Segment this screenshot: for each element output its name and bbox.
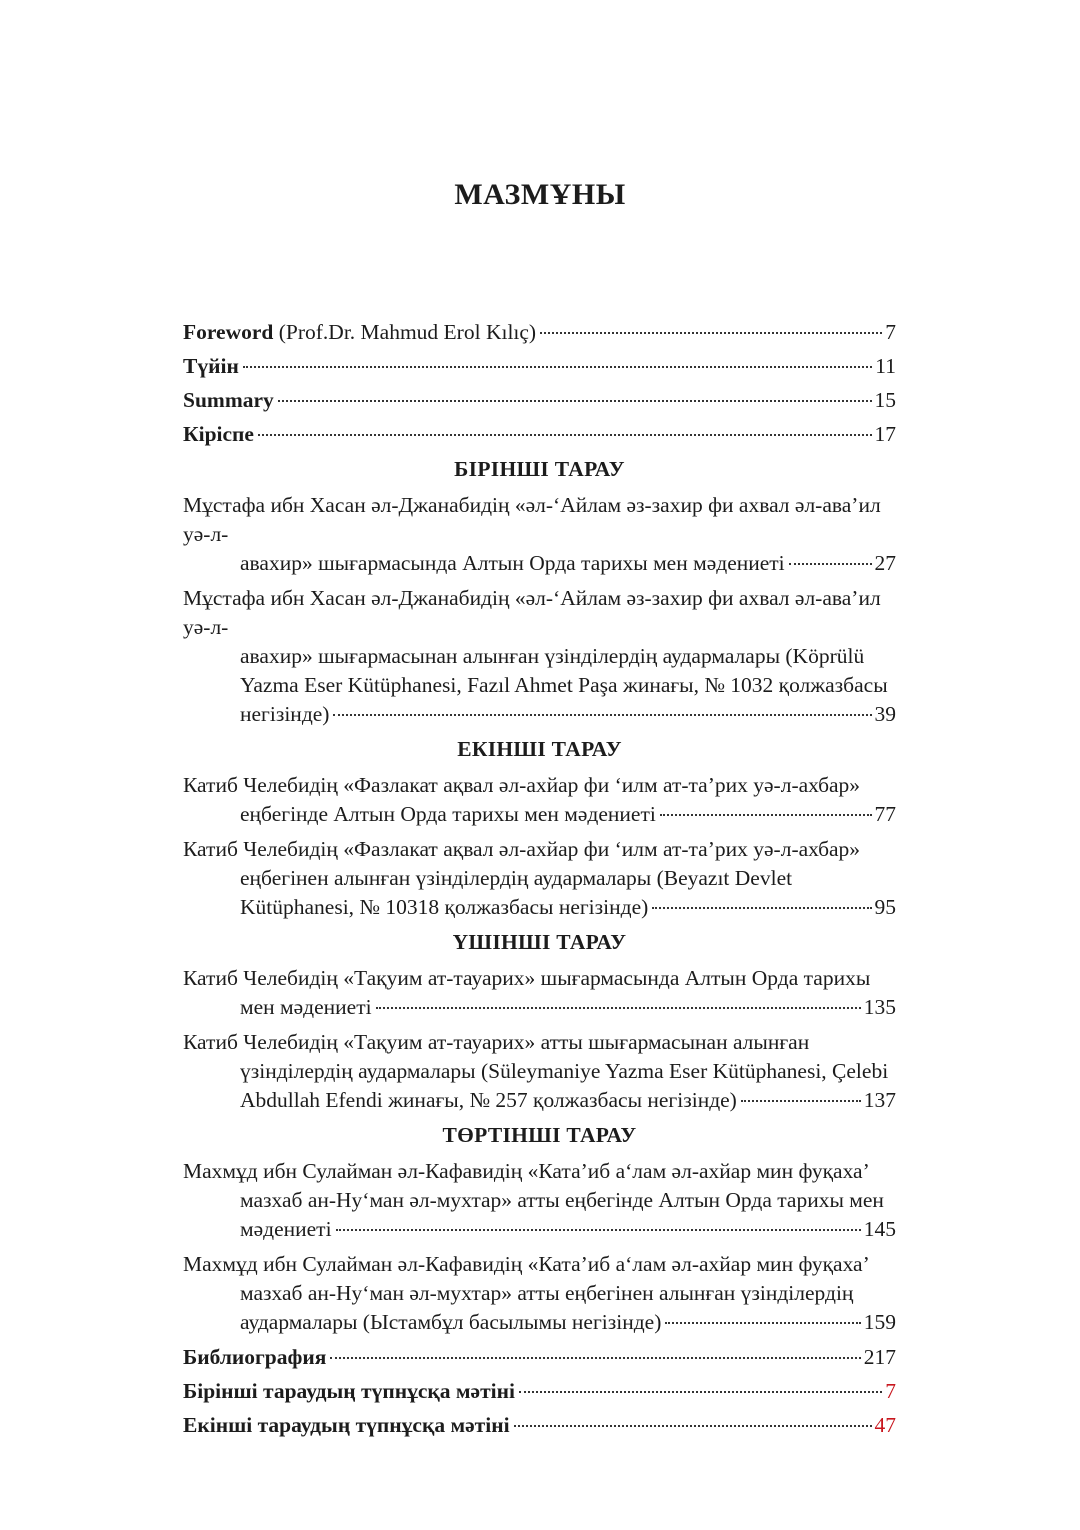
entry-line: Yazma Eser Kütüphanesi, Fazıl Ahmet Paşa жинағы, № 1032 қолжазбасы <box>240 673 888 697</box>
dot-leader <box>333 714 871 716</box>
toc-entry-3-2[interactable] <box>183 1028 896 1115</box>
dot-leader <box>258 434 872 436</box>
dot-leader <box>519 1391 882 1393</box>
toc-entry-original-text-2[interactable] <box>183 1411 896 1440</box>
page-number: 17 <box>874 422 896 446</box>
entry-line-last: авахир» шығармасында Алтын Орда тарихы мен мәдениеті <box>240 551 785 575</box>
toc-entry-2-2[interactable] <box>183 835 896 922</box>
entry-label: Библиография <box>183 1345 327 1369</box>
toc-entry-2-1[interactable] <box>183 771 896 829</box>
page-number: 7 <box>885 1379 896 1403</box>
entry-line-last: Abdullah Efendi жинағы, № 257 қолжазбасы негізінде) <box>240 1088 737 1112</box>
entry-label: Түйін <box>183 354 239 378</box>
page-number: 15 <box>874 388 896 412</box>
entry-line-last: мен мәдениеті <box>240 995 372 1019</box>
entry-line-last: Kütüphanesi, № 10318 қолжазбасы негізінде) <box>240 895 649 919</box>
toc-entry-1-1[interactable] <box>183 491 896 578</box>
entry-line: Махмұд ибн Сулайман әл-Кафавидің «Катаʼиб аʻлам әл-ахйар мин фуқахаʼ <box>183 1159 870 1183</box>
page-number: 27 <box>874 551 896 575</box>
dot-leader <box>665 1322 860 1324</box>
entry-label-rest: (Prof.Dr. Mahmud Erol Kılıç) <box>273 320 537 344</box>
page-number: 135 <box>863 995 896 1019</box>
entry-line: мазхаб ан-Нуʻман әл-мухтар» атты еңбегінен алынған үзінділердің <box>240 1281 854 1305</box>
toc-entry-kirispe[interactable] <box>183 420 896 449</box>
toc-entry-summary[interactable] <box>183 386 896 415</box>
section-heading-2: ЕКІНШІ ТАРАУ <box>457 737 622 761</box>
page-number: 47 <box>874 1413 896 1437</box>
page-number: 11 <box>875 354 896 378</box>
page-number: 7 <box>885 320 896 344</box>
dot-leader <box>652 907 871 909</box>
page-number: 39 <box>874 702 896 726</box>
dot-leader <box>376 1007 861 1009</box>
entry-line-last: аудармалары (Ыстамбұл басылымы негізінде) <box>240 1310 662 1334</box>
entry-line: Мұстафа ибн Хасан әл-Джанабидің «әл-ʻАйлам әз-захир фи ахвал әл-аваʼил уә-л- <box>183 493 881 546</box>
dot-leader <box>514 1425 872 1427</box>
entry-line: мазхаб ан-Нуʻман әл-мухтар» атты еңбегінде Алтын Орда тарихы мен <box>240 1188 884 1212</box>
entry-label: Кіріспе <box>183 422 254 446</box>
dot-leader <box>278 400 872 402</box>
page-number: 137 <box>863 1088 896 1112</box>
entry-line: Махмұд ибн Сулайман әл-Кафавидің «Катаʼиб аʻлам әл-ахйар мин фуқахаʼ <box>183 1252 870 1276</box>
toc-entry-4-1[interactable] <box>183 1157 896 1244</box>
entry-line-last: мәдениеті <box>240 1217 332 1241</box>
page-number: 77 <box>874 802 896 826</box>
table-of-contents <box>183 318 896 1445</box>
toc-entry-foreword[interactable] <box>183 318 896 347</box>
dot-leader <box>741 1100 861 1102</box>
dot-leader <box>330 1357 860 1359</box>
dot-leader <box>789 563 872 565</box>
toc-entry-original-text-1[interactable] <box>183 1377 896 1406</box>
entry-line: Катиб Челебидің «Тақуим ат-тауарих» шығармасында Алтын Орда тарихы <box>183 966 871 990</box>
entry-line: авахир» шығармасынан алынған үзінділердің аудармалары (Köprülü <box>240 644 865 668</box>
section-heading-4: ТӨРТІНШІ ТАРАУ <box>442 1123 637 1147</box>
entry-line: Катиб Челебидің «Фазлакат ақвал әл-ахйар фи ʻилм ат-таʼрих уә-л-ахбар» <box>183 773 861 797</box>
entry-line: үзінділердің аудармалары (Süleymaniye Yazma Eser Kütüphanesi, Çelebi <box>240 1059 889 1083</box>
entry-label: Екінші тараудың түпнұсқа мәтіні <box>183 1413 510 1437</box>
toc-entry-3-1[interactable] <box>183 964 896 1022</box>
section-heading-3: ҮШІНШІ ТАРАУ <box>452 930 627 954</box>
page-title: МАЗМҰНЫ <box>454 178 626 211</box>
page-number: 159 <box>863 1310 896 1334</box>
entry-line: Катиб Челебидің «Фазлакат ақвал әл-ахйар фи ʻилм ат-таʼрих уә-л-ахбар» <box>183 837 861 861</box>
entry-label: Summary <box>183 388 274 412</box>
page-number: 95 <box>874 895 896 919</box>
entry-line-last: негізінде) <box>240 702 330 726</box>
toc-entry-4-2[interactable] <box>183 1250 896 1337</box>
page-number: 217 <box>863 1345 896 1369</box>
dot-leader <box>243 366 872 368</box>
dot-leader <box>540 332 882 334</box>
section-heading-1: БІРІНШІ ТАРАУ <box>454 457 625 481</box>
dot-leader <box>660 814 872 816</box>
entry-line: Мұстафа ибн Хасан әл-Джанабидің «әл-ʻАйлам әз-захир фи ахвал әл-аваʼил уә-л- <box>183 586 881 639</box>
toc-entry-bibliography[interactable] <box>183 1343 896 1372</box>
dot-leader <box>336 1229 861 1231</box>
entry-label: Foreword <box>183 320 274 344</box>
entry-label: Бірінші тараудың түпнұсқа мәтіні <box>183 1379 515 1403</box>
toc-entry-tuiin[interactable] <box>183 352 896 381</box>
entry-line-last: еңбегінде Алтын Орда тарихы мен мәдениеті <box>240 802 656 826</box>
entry-line: еңбегінен алынған үзінділердің аудармалары (Beyazıt Devlet <box>240 866 793 890</box>
page-number: 145 <box>863 1217 896 1241</box>
entry-line: Катиб Челебидің «Тақуим ат-тауарих» атты шығармасынан алынған <box>183 1030 810 1054</box>
toc-entry-1-2[interactable] <box>183 584 896 729</box>
